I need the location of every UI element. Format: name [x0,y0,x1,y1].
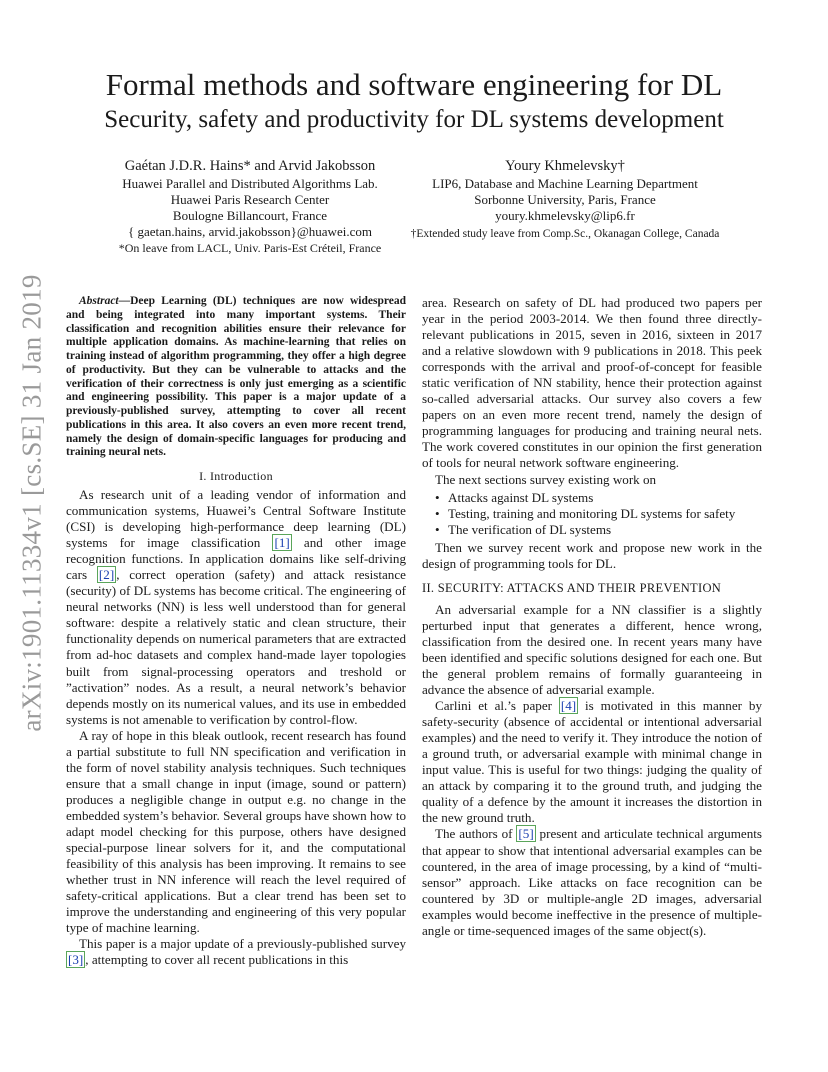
paragraph: This paper is a major update of a previously-published survey [3] , attempting to cover all recent publications in this [68,936,406,968]
affiliation-line: LIP6, Database and Machine Learning Department [432,176,698,191]
citation-link[interactable]: [4] [560,698,577,714]
author-email: { gaetan.hains, arvid.jakobsson}@huawei.com [128,224,372,239]
abstract [66,295,406,460]
paragraph: area. Research on safety of DL had produced two papers per year in the period 2003-2014. We then found three directly-relevant publications in 2015, seven in 2016, sixteen in 2017 and a relative slowdown with 9 publications in 2018. This peek corresponds with the arrival and proof-of-concept for feasible static verification of NN stability, hence their protection against so-called adversarial attacks. Our survey also covers a few papers on an even more recent trend, namely the design of programming languages for producing and training neural nets. The work covered constitutes in our opinion the first generation of tools for neural network software engineering. [422,295,762,471]
paragraph: As research unit of a leading vendor of information and communication systems, Huawei’s Central Software Institute (CSI) is developing high-performance deep learning (DL) systems for image classification [1] and other image recognition functions. In application domains like self-driving cars [2] , correct operation (safety) and attack resistance (security) of DL systems has become critical. The engineering of neural networks (NN) is less well understood than for general software: despite a relatively static and clean structure, their functionality depends on numerical parameters that are extracted from ad-hoc datasets and complex hand-made layer topologies built from signal-processing operators and treshold or ”activation” nodes. As a result, a neural network’s behavior depends mostly on its numerical values, and its use in embedded systems is not amenable to verification by control-flow. [66,487,407,727]
paper-subtitle: Security, safety and productivity for DL systems development [104,106,724,133]
section-heading: II. SECURITY: ATTACKS AND THEIR PREVENTION [422,580,722,595]
paragraph: An adversarial example for a NN classifier is a slightly perturbed input that generates a different, hence wrong, classification from the desired one. In recent years many have been identified and specific solutions designed for each one. But the general problem remains of formally guaranteeing in advance the absence of adversarial example. [422,601,762,698]
citation-link[interactable]: [1] [274,535,290,551]
paper-title: Formal methods and software engineering for DL [105,67,723,102]
left-column [66,295,406,968]
affiliation-line: Sorbonne University, Paris, France [474,192,656,207]
citation-link[interactable]: [3] [68,952,84,968]
paragraph: A ray of hope in this bleak outlook, recent research has found a partial substitute to full NN specification and verification in the form of novel stability analysis techniques. Such techniques ensure that a small change in input (image, sound or pattern) produces a negligible change in output e.g. no change in the embedded system’s behavior. Several groups have shown how to adapt model checking for this purpose, others have designed special-purpose linear solvers for it, and the computational feasibility of this analysis has been improving. It remains to see whether trust in NN inference will reach the level required of safety-critical applications. But a clear trend has been set to improve the understanding and engineering of this very popular type of machine learning. [66,727,407,936]
author-email: youry.khmelevsky@lip6.fr [495,208,635,223]
author-footnote: †Extended study leave from Comp.Sc., Okanagan College, Canada [410,228,720,240]
citation-link[interactable]: [5] [518,826,534,842]
author-names-left: Gaétan J.D.R. Hains* and Arvid Jakobsson [124,158,376,174]
paragraph: Then we survey recent work and propose new work in the design of programming tools for DL. [422,539,762,571]
author-block-right [392,156,738,242]
list-item: • Attacks against DL systems [448,490,762,506]
bullet-list [422,490,762,538]
author-footnote: *On leave from LACL, Univ. Paris-Est Créteil, France [118,241,382,255]
paragraph: The next sections survey existing work on [435,471,657,487]
paragraph: Carlini et al.’s paper [4] is motivated in this manner by safety-security (absence of accidental or intentional adversarial examples) and the need to verify it. They introduce the notion of a ground truth, or adversarial example with minimal change in input value. This is useful for two things: judging the quality of an attack by comparing it to the ground truth, and judging the quality of a defence by the amount it increases the distortion in the new ground truth. [422,698,762,826]
abstract-text: —Deep Learning (DL) techniques are now widespread and being integrated into many important systems. Their classification and recognition abilities ensure their relevance for multiple application domains. As machine-learning that relies on training instead of algorithm programming, they offer a high degree of productivity. But they can be vulnerable to attacks and the verification of their correctness is only just emerging as a scientific and engineering possibility. This paper is a major update of a previously-published survey, attempting to cover all recent publications in this area. It also covers an even more recent trend, namely the design of domain-specific languages for producing and training neural nets. [66,295,406,459]
affiliation-line: Huawei Parallel and Distributed Algorithms Lab. [122,176,378,191]
citation-link[interactable]: [2] [98,567,115,583]
affiliation-line: Boulogne Billancourt, France [172,208,328,223]
right-column [422,295,762,939]
section-heading: I. Introduction [199,469,273,483]
list-item: • Testing, training and monitoring DL systems for safety [448,506,762,522]
affiliation-line: Huawei Paris Research Center [170,192,330,207]
paragraph: The authors of [5] present and articulate technical arguments that appear to show that intentional adversarial examples can be countered, in the area of image processing, by a kind of “multi-sensor” approach. Like attacks on face recognition can be countered by 3D or multiple-angle 2D images, adversarial examples would become ineffective in the presence of multiple-angle or time-sequenced images of the same object(s). [422,826,762,938]
abstract-label: Abstract [79,295,119,307]
author-block-left [60,156,440,256]
list-item: • The verification of DL systems [448,522,762,538]
author-names-right: Youry Khmelevsky† [505,158,625,174]
arxiv-stamp [12,270,52,735]
arxiv-stamp-text: arXiv:1901.11334v1 [cs.SE] 31 Jan 2019 [16,273,47,732]
